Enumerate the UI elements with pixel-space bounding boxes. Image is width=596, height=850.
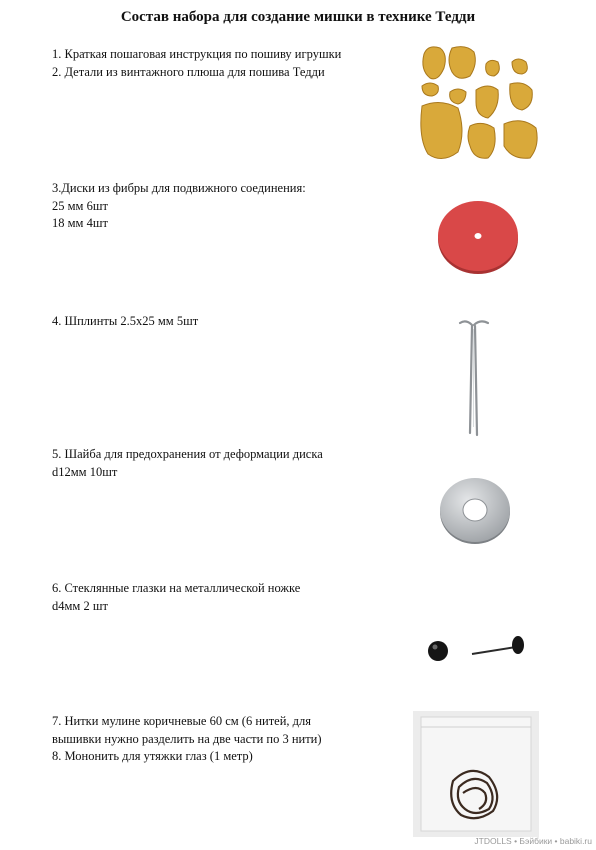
item-block-5 <box>52 580 412 615</box>
item-line: 3.Диски из фибры для подвижного соединения: <box>52 181 306 195</box>
item-line: вышивки нужно разделить на две части по 3 нити) <box>52 731 322 746</box>
item-line: 6. Стеклянные глазки на металлической ножке <box>52 581 301 595</box>
item-block-2 <box>52 180 412 233</box>
glass-eyes-image <box>426 632 532 666</box>
plush-pattern-pieces-image <box>418 42 540 164</box>
item-line: 18 мм 4шт <box>52 216 108 230</box>
item-line: 5. Шайба для предохранения от деформации диска <box>52 447 323 461</box>
item-block-1 <box>52 46 412 81</box>
metal-washer-image <box>438 476 512 546</box>
item-line: 2. Детали из винтажного плюша для пошива Тедди <box>52 64 325 79</box>
thread-bag-image <box>413 711 539 837</box>
item-line: 7. Нитки мулине коричневые 60 см (6 нитей, для <box>52 714 312 728</box>
page-title: Состав набора для создание мишки в технике Тедди <box>120 9 476 25</box>
fiber-disc-image <box>437 199 519 275</box>
item-block-4 <box>52 446 412 481</box>
cotter-pin-image <box>452 317 496 439</box>
item-line: d12мм 10шт <box>52 464 118 479</box>
item-line: 1. Краткая пошаговая инструкция по пошиву игрушки <box>52 47 342 61</box>
watermark: JTDOLLS • Бэйбики • babiki.ru <box>474 836 592 846</box>
item-line: d4мм 2 шт <box>52 598 108 613</box>
item-line: 4. Шплинты 2.5х25 мм 5шт <box>52 314 199 328</box>
item-block-3 <box>52 313 412 331</box>
item-block-6 <box>52 713 412 766</box>
item-line: 8. Мононить для утяжки глаз (1 метр) <box>52 749 253 763</box>
item-line: 25 мм 6шт <box>52 198 108 213</box>
